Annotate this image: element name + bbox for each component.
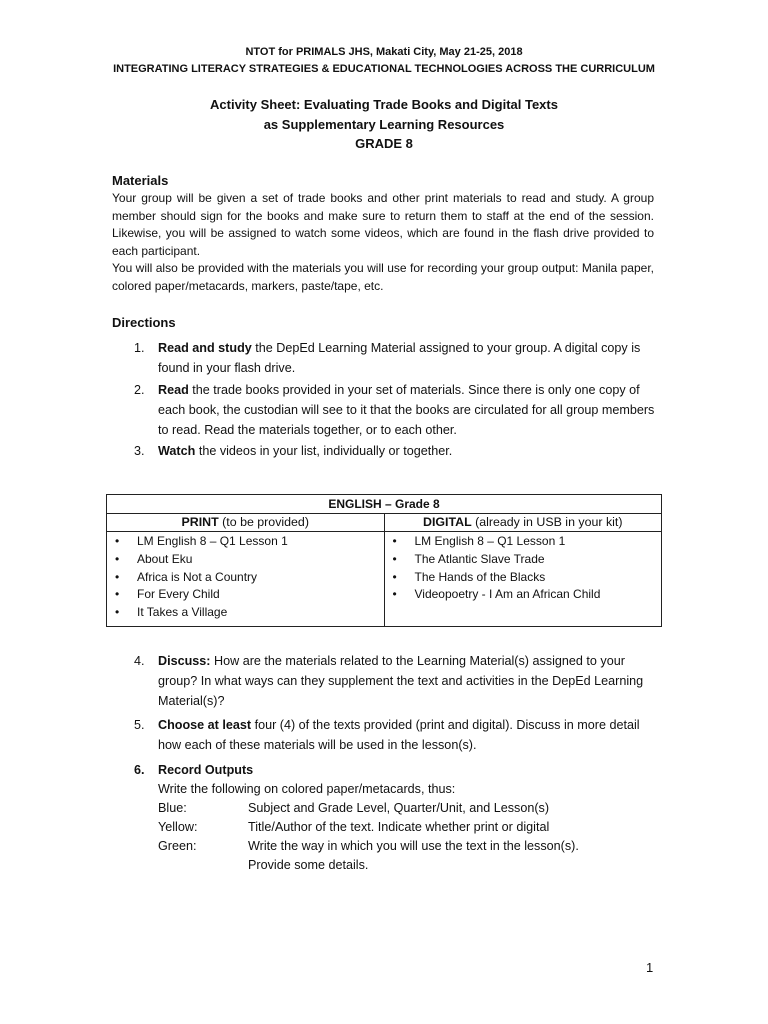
materials-heading: Materials <box>112 173 169 188</box>
materials-paragraph-1: Your group will be given a set of trade books and other print materials to read and study. A group member should sign for the books and make sure to return them to staff at the end of the session. Likewise, you will be assigned to watch some videos, which are found in the flash drive provided to each participant. <box>112 191 654 258</box>
digital-column-header <box>384 514 662 532</box>
direction-keyword: Read and study <box>158 341 252 355</box>
record-label: Green: <box>158 839 197 853</box>
digital-list <box>385 532 662 608</box>
record-intro: Write the following on colored paper/metacards, thus: <box>158 782 456 796</box>
digital-header-label: DIGITAL <box>423 515 472 529</box>
bullet-icon: • <box>392 569 397 584</box>
direction-text: the videos in your list, individually or together. <box>195 444 453 458</box>
header-line-2: INTEGRATING LITERACY STRATEGIES & EDUCATIONAL TECHNOLOGIES ACROSS THE CURRICULUM <box>113 63 655 75</box>
direction-number: 1. <box>134 341 145 355</box>
digital-list-cell <box>384 532 662 627</box>
direction-number: 2. <box>134 383 145 397</box>
title-line-2: as Supplementary Learning Resources <box>263 117 505 132</box>
list-item <box>107 586 384 604</box>
print-item-label: It Takes a Village <box>137 605 228 620</box>
materials-paragraph-2: You will also be provided with the materials you will use for recording your group output: Manila paper, colored paper/metacards, markers, paste/tape, etc. <box>112 261 654 293</box>
list-item <box>107 551 384 569</box>
bullet-icon: • <box>115 605 120 620</box>
table-caption: ENGLISH – Grade 8 <box>107 495 662 514</box>
digital-header-note: (already in USB in your kit) <box>471 515 623 529</box>
direction-number: 4. <box>134 654 145 668</box>
list-item <box>385 586 662 604</box>
print-list-cell <box>107 532 385 627</box>
bullet-icon: • <box>115 534 120 548</box>
direction-item-3 <box>134 441 656 461</box>
direction-text: four (4) of the texts provided (print and digital). Discuss in more detail how each of these materials will be used in the lesson(s). <box>158 718 640 752</box>
record-text: Write the way in which you will use the text in the lesson(s). <box>248 839 579 853</box>
direction-number: 6. <box>134 763 145 777</box>
bullet-icon: • <box>115 551 120 566</box>
bullet-icon: • <box>115 587 120 602</box>
list-item <box>107 604 384 622</box>
direction-text: How are the materials related to the Learning Material(s) assigned to your group? In what ways can they supplement the text and activities in the DepEd Learning Material(s)? <box>158 654 644 708</box>
record-label: Yellow: <box>158 820 198 834</box>
list-item <box>385 569 662 587</box>
direction-item-4 <box>134 651 656 711</box>
direction-item-2 <box>134 380 656 440</box>
digital-item-label: Videopoetry - I Am an African Child <box>414 587 601 602</box>
print-column-header <box>107 514 385 532</box>
direction-keyword: Watch <box>158 444 196 458</box>
print-header-note: (to be provided) <box>218 515 309 529</box>
title-line-1: Activity Sheet: Evaluating Trade Books and Digital Texts <box>210 97 558 112</box>
list-item <box>107 533 384 551</box>
header-line-1: NTOT for PRIMALS JHS, Makati City, May 21-25, 2018 <box>245 46 523 58</box>
english-grade8-table <box>106 494 662 627</box>
direction-keyword: Discuss: <box>158 654 211 668</box>
direction-keyword: Record Outputs <box>158 763 254 777</box>
directions-heading: Directions <box>112 315 176 330</box>
digital-item-label: LM English 8 – Q1 Lesson 1 <box>414 534 566 548</box>
digital-item-label: The Atlantic Slave Trade <box>414 551 545 566</box>
print-item-label: About Eku <box>137 551 193 566</box>
list-item <box>385 533 662 551</box>
title-grade: GRADE 8 <box>355 136 413 151</box>
record-text: Subject and Grade Level, Quarter/Unit, and Lesson(s) <box>248 801 550 815</box>
record-text: Provide some details. <box>248 858 369 872</box>
bullet-icon: • <box>115 569 120 584</box>
list-item <box>107 569 384 587</box>
bullet-icon: • <box>392 551 397 566</box>
page-number: 1 <box>646 960 654 975</box>
record-text: Title/Author of the text. Indicate whether print or digital <box>248 820 550 834</box>
direction-keyword: Read <box>158 383 189 397</box>
direction-keyword: Choose at least <box>158 718 252 732</box>
direction-number: 5. <box>134 718 145 732</box>
print-item-label: LM English 8 – Q1 Lesson 1 <box>137 534 288 548</box>
bullet-icon: • <box>392 587 397 602</box>
print-item-label: Africa is Not a Country <box>137 569 258 584</box>
print-item-label: For Every Child <box>137 587 220 602</box>
list-item <box>385 551 662 569</box>
print-header-label: PRINT <box>181 515 219 529</box>
digital-item-label: The Hands of the Blacks <box>414 569 546 584</box>
direction-text: the trade books provided in your set of materials. Since there is only one copy of each book, the custodian will see to it that the books are circulated for all group members to read. Read the materials together, or to each other. <box>158 383 655 437</box>
direction-item-6 <box>134 760 656 780</box>
bullet-icon: • <box>392 534 397 548</box>
direction-item-1 <box>134 338 656 378</box>
print-list <box>107 532 384 626</box>
direction-item-5 <box>134 715 656 755</box>
record-label: Blue: <box>158 801 187 815</box>
direction-text: the DepEd Learning Material assigned to your group. A digital copy is found in your flash drive. <box>158 341 641 375</box>
direction-number: 3. <box>134 444 145 458</box>
